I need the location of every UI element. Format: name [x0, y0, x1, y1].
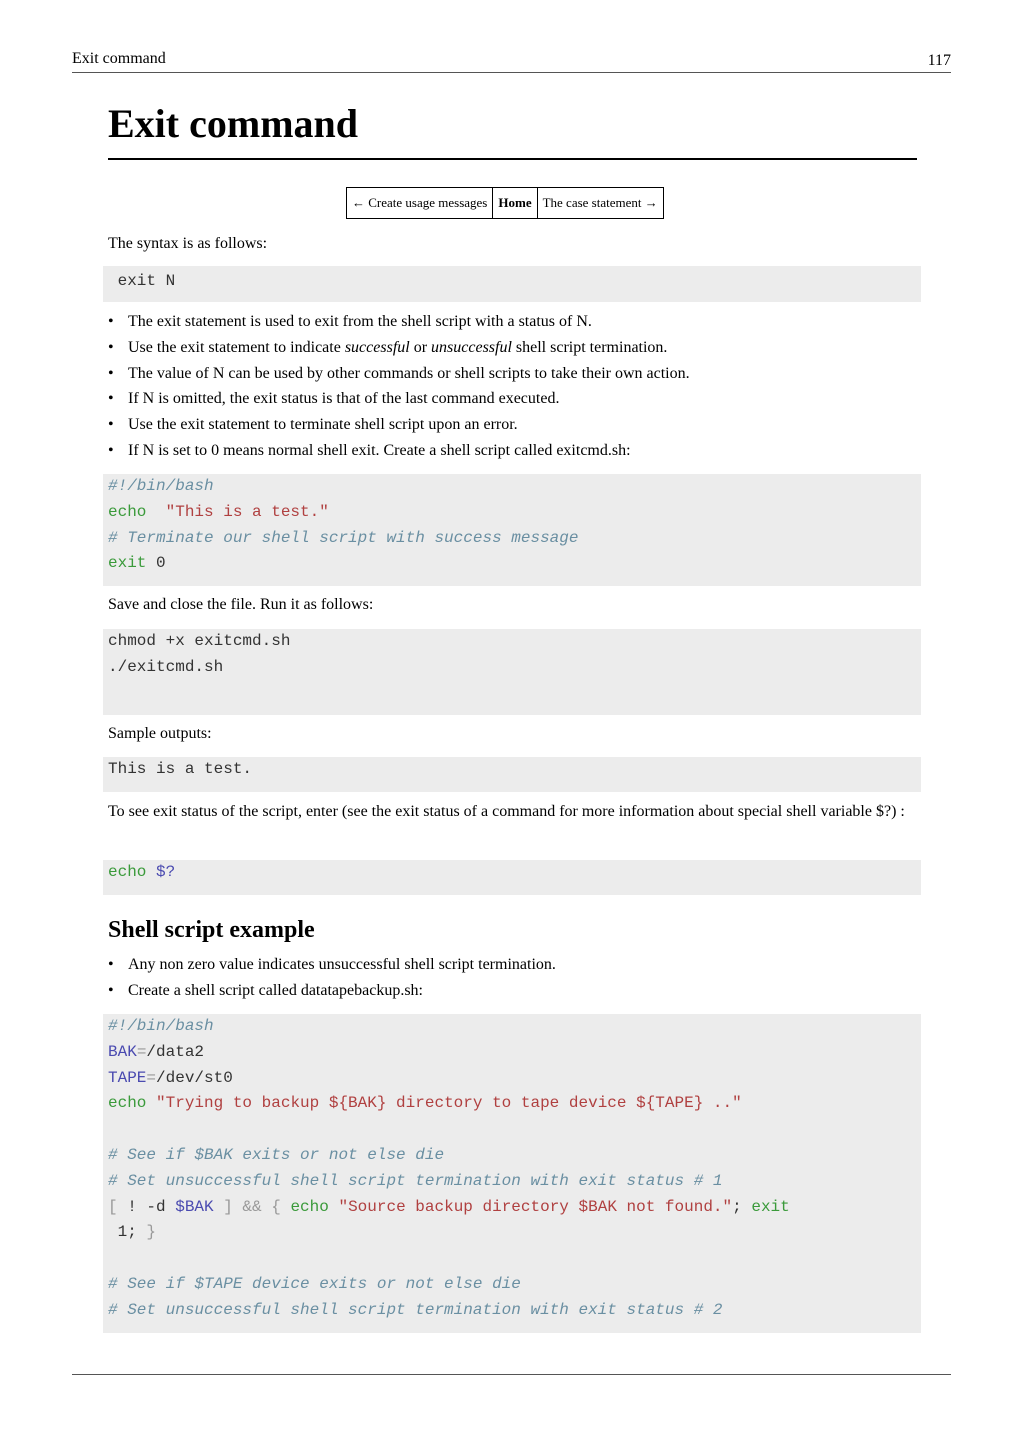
code-line [108, 1143, 921, 1169]
syntax-code-block: exit N [103, 266, 921, 302]
code-line [108, 1195, 921, 1221]
code-line [108, 629, 921, 655]
sample-output-code [103, 757, 921, 792]
nav-home-link[interactable]: Home [492, 188, 536, 218]
bullet-icon: • [108, 364, 114, 382]
list-item [108, 386, 918, 412]
running-header-title: Exit command [72, 50, 166, 67]
list-item-text: The exit statement is used to exit from the shell script with a status of N. [128, 313, 592, 330]
list-item-text: or [409, 338, 432, 356]
bullet-icon: • [108, 956, 114, 973]
list-item [108, 335, 918, 361]
code-token: $? [156, 863, 176, 881]
code-line [108, 474, 921, 500]
bullet-icon: • [108, 390, 114, 408]
code-token: 0 [146, 554, 166, 573]
save-instructions: Save and close the file. Run it as follows: [108, 596, 374, 613]
page-title: Exit command [108, 100, 917, 160]
bullet-icon: • [108, 441, 114, 459]
code-token: = [136, 1042, 147, 1061]
code-token: } [146, 1223, 157, 1242]
code-token: exit [108, 554, 147, 573]
code-token: BAK [108, 1042, 137, 1061]
code-token: #!/bin/bash [108, 477, 214, 495]
code-line [108, 1117, 921, 1143]
bullet-icon: • [108, 338, 114, 356]
code-line [108, 655, 921, 681]
list-item-text: shell script termination. [511, 338, 668, 356]
page-footer-rule [72, 1374, 951, 1375]
code-line [108, 1091, 921, 1117]
code-token: ] && { [213, 1197, 281, 1216]
datatapebackup-script-code [103, 1014, 921, 1333]
code-token: # Set unsuccessful shell script termination with exit status # 2 [108, 1300, 723, 1319]
code-line [108, 1040, 921, 1066]
bullet-icon: • [108, 313, 114, 330]
code-line [108, 500, 921, 526]
code-line [108, 526, 921, 552]
chapter-navigation [346, 187, 664, 219]
run-commands-code [103, 629, 921, 715]
code-token: [ [108, 1197, 118, 1216]
list-item-text: Create a shell script called datatapebackup.sh: [128, 981, 423, 999]
code-token: ./exitcmd.sh [108, 657, 224, 676]
list-item [108, 412, 918, 438]
code-token: 1; [108, 1223, 147, 1242]
code-token: exit [751, 1197, 790, 1216]
code-line [108, 551, 921, 577]
code-line [108, 1169, 921, 1195]
list-item-text: unsuccessful [431, 338, 512, 356]
code-token: This is a test. [108, 760, 253, 778]
code-token: "Source backup directory $BAK not found." [338, 1197, 733, 1216]
list-item-text: The value of N can be used by other commands or shell scripts to take their own action. [128, 364, 690, 382]
code-token: /dev/st0 [156, 1068, 233, 1087]
code-line [108, 1014, 921, 1040]
list-item [108, 952, 918, 978]
code-token [146, 863, 156, 881]
list-item-text: Any non zero value indicates unsuccessful shell script termination. [128, 956, 556, 973]
bullet-icon: • [108, 416, 114, 434]
list-item-text: Use the exit statement to indicate [128, 338, 345, 356]
list-item [108, 978, 918, 1004]
exit-status-paragraph: To see exit status of the script, enter (see the exit status of a command for more information about special shell variable $?) : [108, 803, 905, 820]
code-token [281, 1198, 291, 1216]
code-line [108, 1246, 921, 1272]
nav-prev-link[interactable]: ← Create usage messages [352, 195, 488, 210]
code-line [108, 1298, 921, 1324]
section-heading-shell-script-example: Shell script example [108, 917, 315, 943]
code-token: /data2 [146, 1042, 205, 1061]
code-token [146, 503, 165, 521]
code-token: ! -d [117, 1197, 176, 1216]
exitcmd-script-code [103, 474, 921, 586]
code-token: echo [108, 502, 147, 521]
code-token: # Set unsuccessful shell script termination with exit status # 1 [108, 1171, 723, 1190]
code-token: ; [732, 1197, 752, 1216]
code-token: echo [108, 863, 147, 881]
syntax-intro: The syntax is as follows: [108, 235, 268, 252]
list-item-text: successful [344, 338, 410, 356]
code-line [108, 860, 921, 886]
nav-next-link[interactable]: The case statement → [537, 188, 663, 218]
code-token: $BAK [175, 1197, 214, 1216]
code-token: # See if $BAK exits or not else die [108, 1145, 445, 1164]
code-token: echo [290, 1197, 329, 1216]
code-line [108, 1220, 921, 1246]
page-number: 117 [927, 52, 951, 69]
code-token: chmod +x exitcmd.sh [108, 632, 291, 650]
list-item [108, 438, 918, 464]
code-token: echo [108, 1094, 147, 1113]
page-header [72, 50, 951, 73]
code-token: "Trying to backup ${BAK} directory to tape device ${TAPE} .." [156, 1094, 742, 1113]
code-token: #!/bin/bash [108, 1017, 214, 1035]
bullet-icon: • [108, 981, 114, 999]
code-token: # Terminate our shell script with success message [108, 528, 579, 547]
list-item-text: Use the exit statement to terminate shell script upon an error. [128, 416, 518, 434]
code-line [108, 1066, 921, 1092]
code-token [146, 1094, 156, 1112]
code-token: # See if $TAPE device exits or not else die [108, 1274, 521, 1293]
code-line [108, 1272, 921, 1298]
code-token: = [146, 1068, 157, 1087]
list-item-text: If N is set to 0 means normal shell exit. Create a shell script called exitcmd.sh: [128, 441, 631, 459]
exit-bullet-list [108, 309, 918, 464]
example-bullet-list [108, 952, 918, 1004]
list-item-text: If N is omitted, the exit status is that of the last command executed. [128, 390, 560, 408]
code-line [108, 757, 921, 783]
code-token: TAPE [108, 1068, 147, 1087]
list-item [108, 309, 918, 335]
list-item [108, 361, 918, 387]
sample-outputs-label: Sample outputs: [108, 725, 212, 742]
code-token: "This is a test." [165, 502, 329, 521]
echo-status-code [103, 860, 921, 895]
